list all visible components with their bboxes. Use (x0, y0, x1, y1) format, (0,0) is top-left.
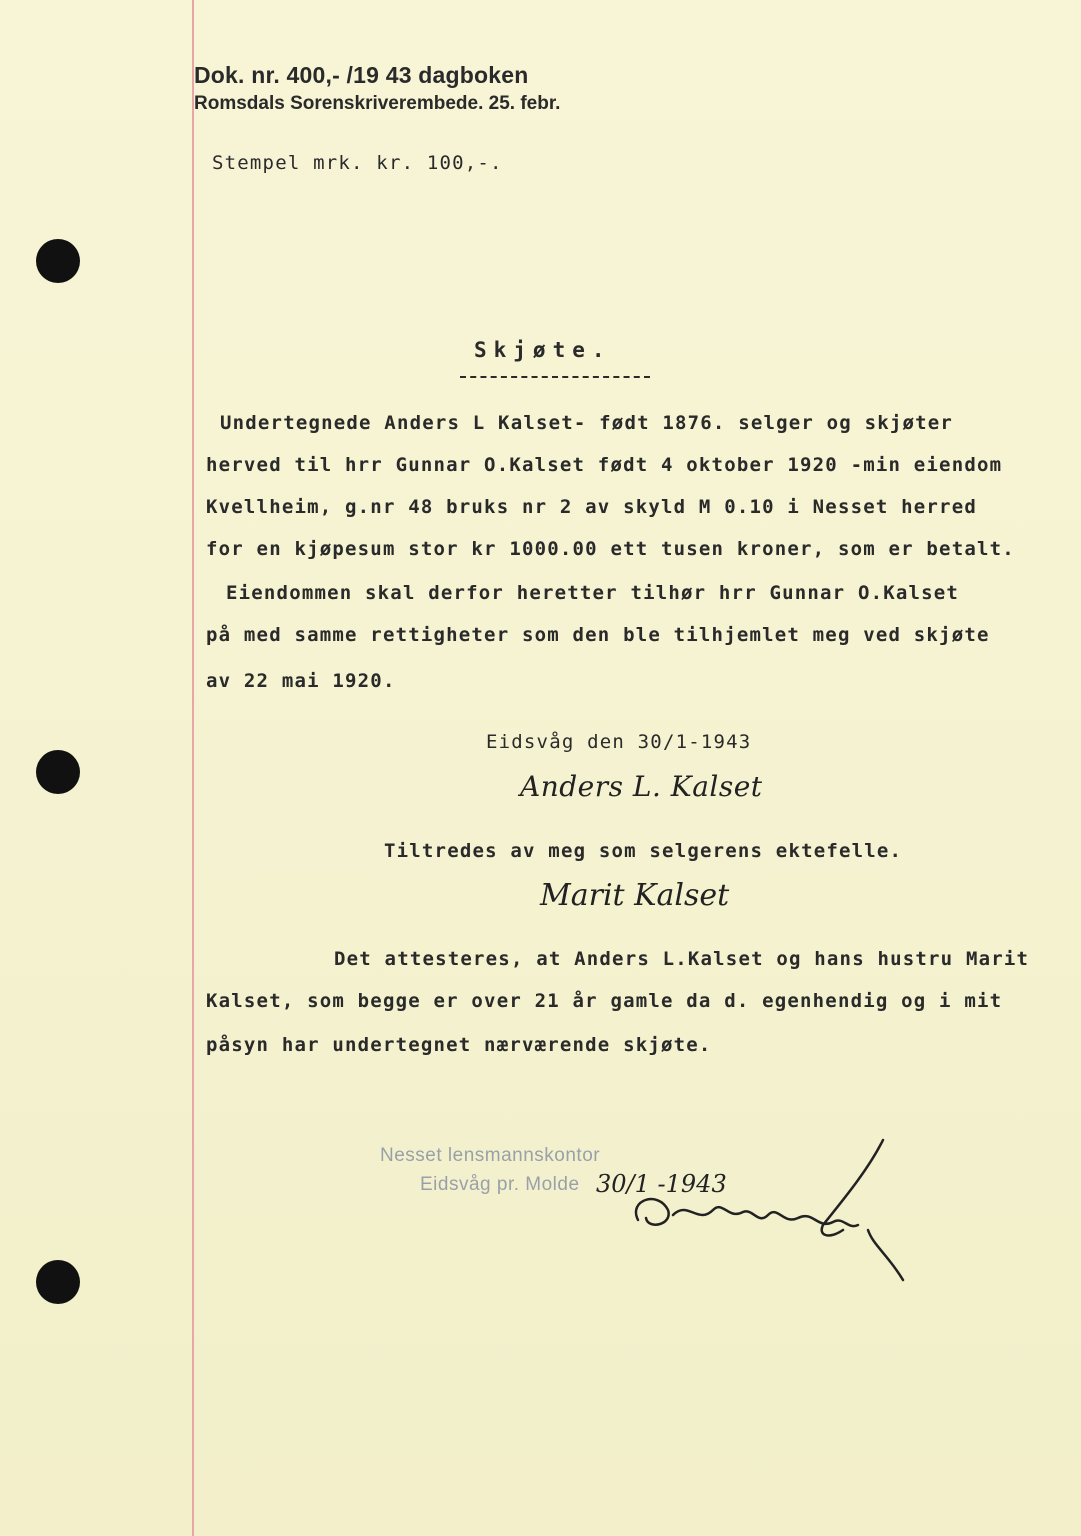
attestation-line: påsyn har undertegnet nærværende skjøte. (206, 1034, 712, 1056)
punch-hole (36, 750, 80, 794)
title-underline (460, 376, 650, 378)
punch-hole (36, 239, 80, 283)
stamp-duty: Stempel mrk. kr. 100,-. (212, 152, 503, 174)
body-line: Undertegnede Anders L Kalset- født 1876. selger og skjøter (220, 412, 954, 434)
margin-rule (192, 0, 194, 1536)
place-date: Eidsvåg den 30/1-1943 (486, 731, 752, 753)
spouse-signature: Marit Kalset (540, 878, 730, 913)
body-line: herved til hrr Gunnar O.Kalset født 4 oktober 1920 -min eiendom (206, 454, 1003, 476)
official-stamp-line: Eidsvåg pr. Molde (420, 1174, 580, 1195)
body-line: Kvellheim, g.nr 48 bruks nr 2 av skyld M 0.10 i Nesset herred (206, 496, 977, 518)
body-line: Eiendommen skal derfor heretter tilhør hrr Gunnar O.Kalset (226, 582, 960, 604)
document-number: Dok. nr. 400,- /19 43 dagboken (194, 62, 529, 88)
body-line: av 22 mai 1920. (206, 670, 396, 692)
punch-hole (36, 1260, 80, 1304)
attestation-line: Kalset, som begge er over 21 år gamle da d. egenhendig og i mit (206, 990, 1003, 1012)
document-title: Skjøte. (474, 338, 612, 362)
official-stamp-line: Nesset lensmannskontor (380, 1145, 601, 1166)
stamp-handwritten-date: 30/1 -1943 (596, 1170, 727, 1198)
body-line: på med samme rettigheter som den ble tilhjemlet meg ved skjøte (206, 624, 990, 646)
spouse-consent: Tiltredes av meg som selgerens ektefelle. (384, 840, 903, 862)
seller-signature: Anders L. Kalset (520, 770, 763, 803)
body-line: for en kjøpesum stor kr 1000.00 ett tusen kroner, som er betalt. (206, 538, 1015, 560)
attestation-line: Det attesteres, at Anders L.Kalset og hans hustru Marit (334, 948, 1030, 970)
official-signature (618, 1130, 918, 1290)
registry-office: Romsdals Sorenskriverembede. 25. febr. (194, 93, 561, 114)
